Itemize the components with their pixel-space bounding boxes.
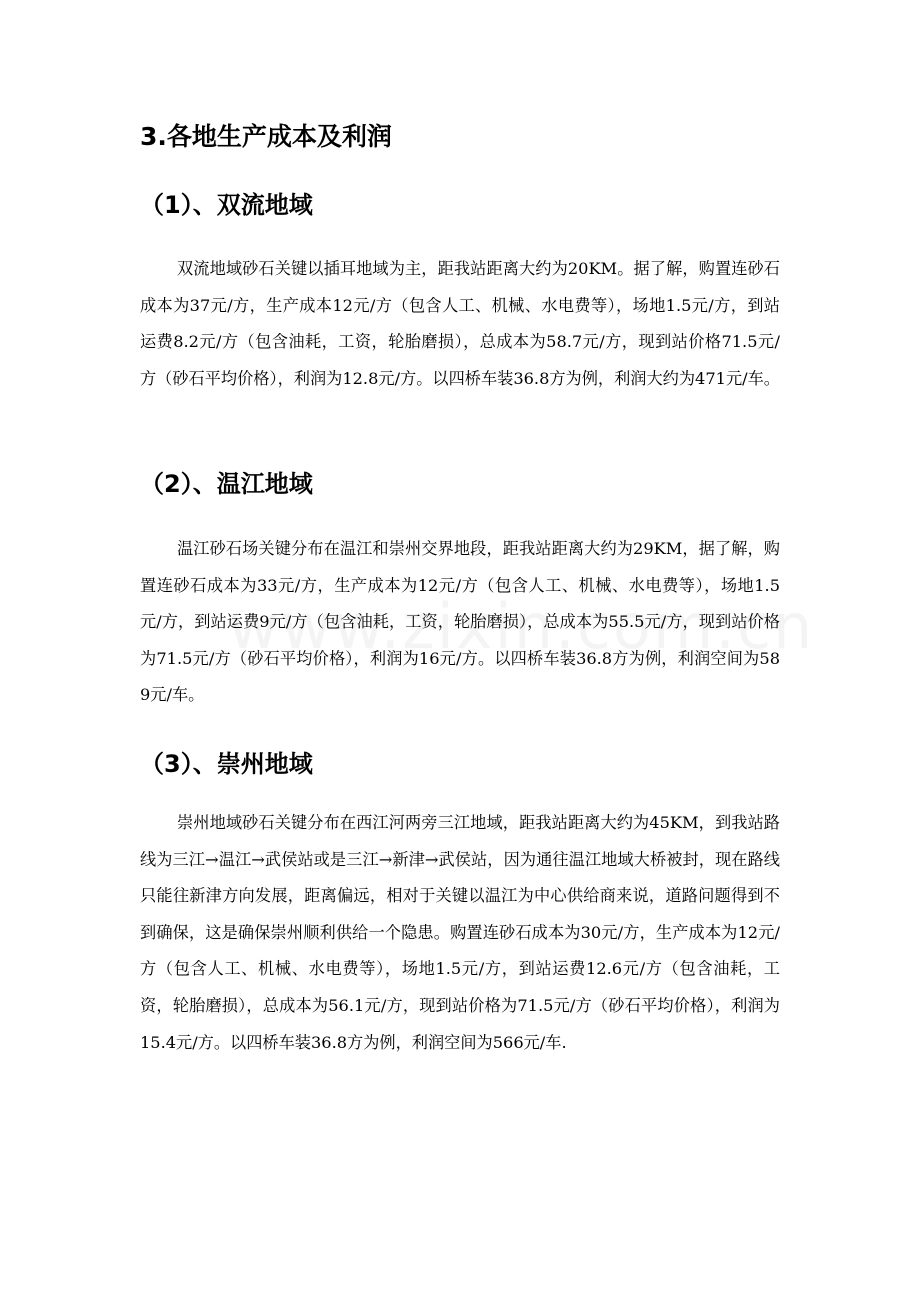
section-title: 3.各地生产成本及利润 — [140, 122, 392, 151]
region-body-shuangliu: 双流地域砂石关键以插耳地域为主，距我站距离大约为20KM。据了解，购置连砂石成本为37元/方，生产成本12元/方（包含人工、机械、水电费等），场地1.5元/方，到站运费8.2元/方（包含油耗，工资，轮胎磨损），总成本为58.7元/方，现到站价格71.5元/方（砂石平均价格），利润为12.8元/方。以四桥车装36.8方为例，利润大约为471元/车。 — [140, 259, 780, 388]
region-heading-chongzhou: （3）、崇州地域 — [140, 750, 313, 778]
region-body-chongzhou: 崇州地域砂石关键分布在西江河两旁三江地域，距我站距离大约为45KM，到我站路线为三江→温江→武侯站或是三江→新津→武侯站，因为通往温江地域大桥被封，现在路线只能往新津方向发展，距离偏远，相对于关键以温江为中心供给商来说，道路问题得到不到确保，这是确保崇州顺利供给一个隐患。购置连砂石成本为30元/方，生产成本为12元/方（包含人工、机械、水电费等），场地1.5元/方，到站运费12.6元/方（包含油耗，工资，轮胎磨损），总成本为56.1元/方，现到站价格为71.5元/方（砂石平均价格），利润为15.4元/方。以四桥车装36.8方为例，利润空间为566元/车. — [140, 813, 780, 1052]
region-heading-wenjiang: （2）、温江地域 — [140, 470, 313, 498]
region-body-wenjiang: 温江砂石场关键分布在温江和崇州交界地段，距我站距离大约为29KM，据了解，购置连砂石成本为33元/方，生产成本为12元/方（包含人工、机械、水电费等），场地1.5元/方，到站运费9元/方（包含油耗，工资，轮胎磨损），总成本为55.5元/方，现到站价格为71.5元/方（砂石平均价格），利润为16元/方。以四桥车装36.8方为例，利润空间为589元/车。 — [140, 539, 780, 705]
region-heading-shuangliu: （1）、双流地域 — [140, 191, 313, 219]
